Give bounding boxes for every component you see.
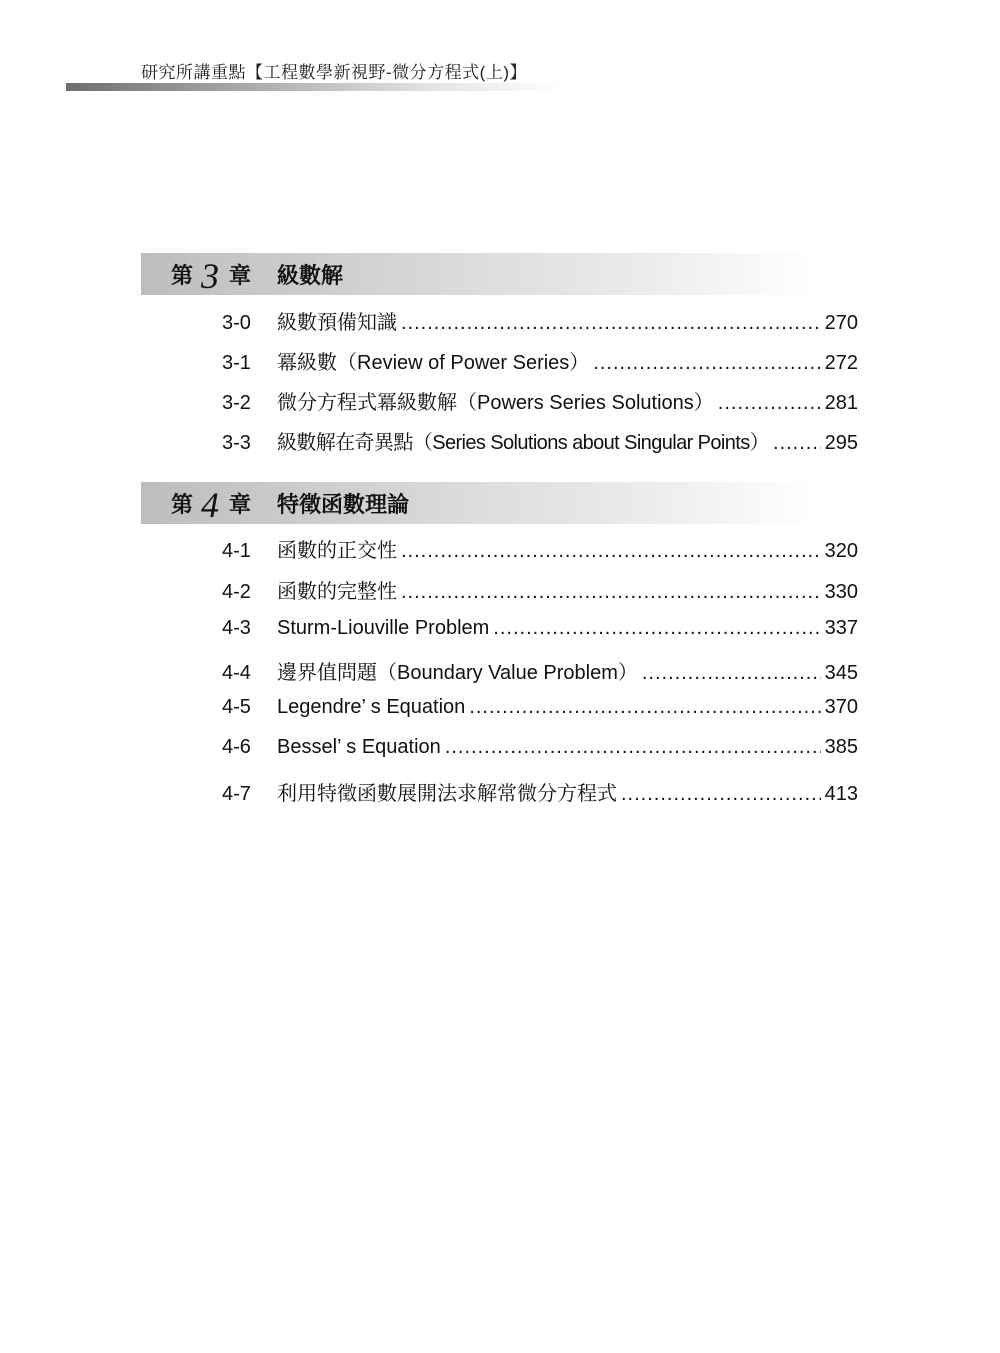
page-number: 413: [824, 783, 858, 805]
section-number: 3-1: [222, 352, 251, 374]
chapter-prefix: 第: [171, 262, 194, 288]
section-number: 3-2: [222, 392, 251, 414]
dot-leader: [718, 392, 821, 415]
chapter-title: 級數解: [277, 262, 344, 288]
page-number: 295: [824, 432, 858, 454]
toc-entry-4-6[interactable]: [222, 736, 858, 766]
page-number: 281: [824, 392, 858, 414]
toc-entry-4-4[interactable]: [222, 656, 858, 686]
chapter-number: 4: [201, 485, 220, 525]
page-number: 272: [824, 352, 858, 374]
chapter-3-heading: [141, 253, 816, 295]
dot-leader: [621, 783, 821, 806]
toc-entry-3-0[interactable]: [222, 306, 858, 336]
section-title: 微分方程式冪級數解（Powers Series Solutions）: [277, 392, 714, 414]
dot-leader: [401, 581, 821, 604]
section-title: Sturm-Liouville Problem: [277, 617, 490, 639]
page-number: 330: [824, 581, 858, 603]
toc-entry-3-1[interactable]: [222, 346, 858, 376]
chapter-suffix: 章: [229, 262, 252, 288]
section-number: 4-1: [222, 540, 251, 562]
running-header-title: 研究所講重點【工程數學新視野-微分方程式(上)】: [141, 63, 527, 82]
chapter-number: 3: [201, 256, 220, 296]
section-title: 級數解在奇異點（Series Solutions about Singular Points）: [277, 432, 770, 454]
header-gradient-rule: [66, 83, 566, 91]
section-title: 函數的正交性: [277, 540, 397, 562]
dot-leader: [445, 736, 821, 759]
section-title: Legendre’ s Equation: [277, 696, 466, 718]
page-number: 270: [824, 312, 858, 334]
section-title: Bessel’ s Equation: [277, 736, 441, 758]
dot-leader: [469, 696, 820, 719]
page-number: 337: [824, 617, 858, 639]
dot-leader: [401, 312, 821, 335]
toc-entry-4-5[interactable]: [222, 696, 858, 726]
section-number: 4-3: [222, 617, 251, 639]
dot-leader: [773, 432, 821, 455]
chapter-prefix: 第: [171, 491, 194, 517]
page-number: 345: [824, 662, 858, 684]
toc-entry-3-2[interactable]: [222, 386, 858, 416]
dot-leader: [401, 540, 821, 563]
section-title: 邊界值問題（Boundary Value Problem）: [277, 662, 638, 684]
section-title: 冪級數（Review of Power Series）: [277, 352, 590, 374]
chapter-title: 特徵函數理論: [277, 491, 410, 517]
section-title: 函數的完整性: [277, 581, 397, 603]
section-title: 級數預備知識: [277, 312, 397, 334]
page-number: 320: [824, 540, 858, 562]
toc-entry-4-1[interactable]: [222, 534, 858, 564]
chapter-suffix: 章: [229, 491, 252, 517]
toc-entry-3-3[interactable]: [222, 426, 858, 456]
section-number: 4-2: [222, 581, 251, 603]
section-number: 4-5: [222, 696, 251, 718]
page-number: 370: [824, 696, 858, 718]
section-number: 4-7: [222, 783, 251, 805]
chapter-4-heading: [141, 482, 816, 524]
section-title: 利用特徵函數展開法求解常微分方程式: [277, 783, 617, 805]
section-number: 3-0: [222, 312, 251, 334]
dot-leader: [493, 617, 820, 640]
toc-entry-4-2[interactable]: [222, 575, 858, 605]
section-number: 4-4: [222, 662, 251, 684]
section-number: 4-6: [222, 736, 251, 758]
dot-leader: [593, 352, 820, 375]
toc-entry-4-3[interactable]: [222, 617, 858, 647]
section-number: 3-3: [222, 432, 251, 454]
dot-leader: [642, 662, 821, 685]
page-number: 385: [824, 736, 858, 758]
toc-entry-4-7[interactable]: [222, 777, 858, 807]
